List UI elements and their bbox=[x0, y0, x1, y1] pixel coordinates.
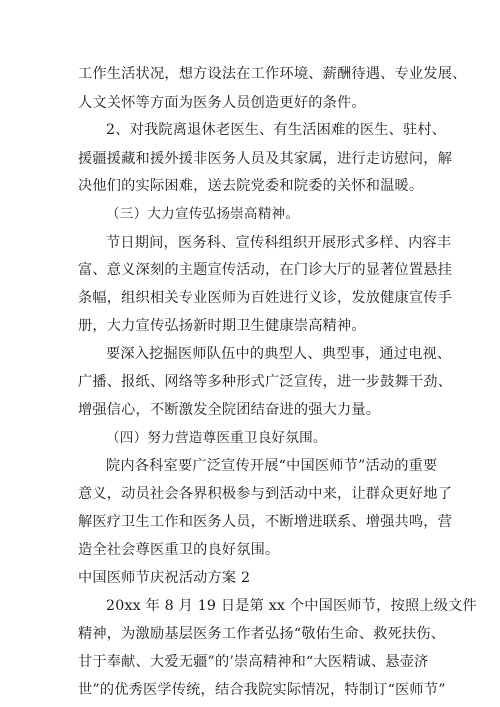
section-title: 中国医师节庆祝活动方案 2 bbox=[78, 569, 251, 586]
paragraph-line: 20xx 年 8 月 19 日是第 xx 个中国医师节，按照上级文件 bbox=[106, 598, 477, 615]
paragraph-line: 人文关怀等方面为医务人员创造更好的条件。 bbox=[78, 94, 366, 111]
paragraph-line: 富、意义深刻的主题宣传活动，在门诊大厅的显著位置悬挂 bbox=[78, 262, 453, 279]
paragraph-line: 广播、报纸、网络等多种形式广泛宣传，进一步鼓舞干劲、 bbox=[78, 374, 453, 391]
paragraph-line: 精神，为激励基层医务工作者弘扬“敬佑生命、救死扶伤、 bbox=[78, 625, 446, 642]
paragraph-line: 意义，动员社会各界积极参与到活动中来，让群众更好地了 bbox=[78, 485, 453, 502]
section-heading: （三）大力宣传弘扬崇高精神。 bbox=[106, 206, 300, 222]
paragraph-line: 2、对我院离退休老医生、有生活困难的医生、驻村、 bbox=[106, 122, 447, 139]
paragraph-line: 甘于奉献、大爱无疆”的’崇高精神和“大医精诚、悬壶济 bbox=[78, 653, 429, 670]
paragraph-line: 造全社会尊医重卫的良好氛围。 bbox=[78, 542, 280, 558]
paragraph-line: 世”的优秀医学传统，结合我院实际情况，特制订“医师节” bbox=[78, 682, 446, 698]
paragraph-line: 条幅，组织相关专业医师为百姓进行义诊，发放健康宣传手 bbox=[78, 289, 453, 306]
section-heading: （四）努力营造尊医重卫良好氛围。 bbox=[106, 429, 327, 446]
paragraph-line: 决他们的实际困难，送去院党委和院委的关怀和温暖。 bbox=[78, 178, 424, 195]
paragraph-line: 要深入挖掘医师队伍中的典型人、典型事，通过电视、 bbox=[106, 345, 452, 362]
paragraph-line: 援疆援藏和援外援非医务人员及其家属，进行走访慰问，解 bbox=[78, 150, 453, 167]
paragraph-line: 节日期间，医务科、宣传科组织开展形式多样、内容丰 bbox=[106, 234, 452, 251]
paragraph-line: 册，大力宣传弘扬新时期卫生健康崇高精神。 bbox=[78, 318, 366, 335]
paragraph-line: 增强信心，不断激发全院团结奋进的强大力量。 bbox=[78, 402, 381, 419]
paragraph-line: 工作生活状况，想方设法在工作环境、薪酬待遇、专业发展、 bbox=[78, 66, 467, 82]
paragraph-line: 解医疗卫生工作和医务人员，不断增进联系、增强共鸣，营 bbox=[78, 513, 453, 530]
paragraph-line: 院内各科室要广泛宣传开展“中国医师节”活动的重要 bbox=[106, 458, 438, 475]
